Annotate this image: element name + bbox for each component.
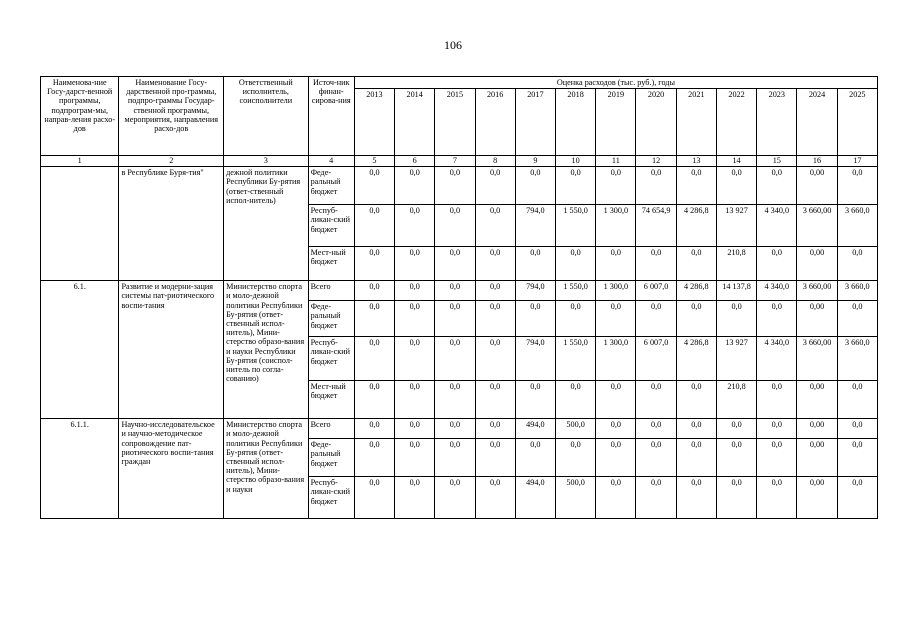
row-code: 6.1. — [41, 281, 119, 419]
expense-value: 0,0 — [757, 439, 797, 477]
year-header-cell: 2021 — [676, 89, 716, 156]
column-number-cell: 15 — [757, 156, 797, 167]
expense-value: 0,0 — [515, 167, 555, 205]
expense-value: 13 927 — [716, 337, 756, 381]
year-header-cell: 2015 — [435, 89, 475, 156]
expense-value: 4 286,8 — [676, 281, 716, 301]
expense-value: 0,0 — [676, 167, 716, 205]
expense-value: 0,00 — [797, 381, 837, 419]
header-activity-name: Наименование Госу-дарственной про-граммы, подпро-граммы Государ-ственной программы, мероприятия, направления расхо-дов — [119, 77, 224, 156]
expense-value: 0,0 — [475, 281, 515, 301]
header-expense-estimate: Оценка расходов (тыс. руб.), годы — [354, 77, 877, 89]
expense-value: 0,0 — [757, 381, 797, 419]
expense-value: 0,0 — [475, 337, 515, 381]
year-header-cell: 2016 — [475, 89, 515, 156]
expense-value: 0,0 — [435, 205, 475, 247]
year-header-cell: 2020 — [636, 89, 676, 156]
expense-value: 1 300,0 — [596, 205, 636, 247]
table-body — [41, 167, 878, 519]
expense-value: 0,0 — [596, 301, 636, 337]
year-header-cell: 2018 — [556, 89, 596, 156]
expense-value: 0,0 — [354, 301, 394, 337]
column-number-cell: 11 — [596, 156, 636, 167]
expense-value: 4 340,0 — [757, 281, 797, 301]
year-header-cell: 2014 — [395, 89, 435, 156]
column-number-cell: 7 — [435, 156, 475, 167]
header-executor: Ответственный исполнитель, соисполнители — [224, 77, 309, 156]
expense-value: 0,0 — [757, 167, 797, 205]
expense-value: 500,0 — [556, 477, 596, 519]
year-header-cell: 2022 — [716, 89, 756, 156]
expense-value: 3 660,0 — [837, 337, 877, 381]
page-number: 106 — [444, 38, 462, 52]
column-number-cell: 4 — [308, 156, 354, 167]
expense-value: 0,0 — [676, 247, 716, 281]
expense-value: 0,0 — [475, 477, 515, 519]
expense-value: 494,0 — [515, 477, 555, 519]
funding-source: Феде-ральный бюджет — [308, 167, 354, 205]
expense-value: 0,00 — [797, 247, 837, 281]
column-number-cell: 2 — [119, 156, 224, 167]
expense-value: 0,0 — [475, 167, 515, 205]
expense-value: 0,0 — [515, 381, 555, 419]
expense-value: 0,0 — [716, 477, 756, 519]
header-program-name: Наименова-ние Госу-дарст-венной программы, подпрограм-мы, направ-ления расхо-дов — [41, 77, 119, 156]
expense-value: 0,0 — [435, 337, 475, 381]
expense-value: 0,0 — [676, 439, 716, 477]
expense-value: 794,0 — [515, 281, 555, 301]
expense-value: 0,0 — [556, 167, 596, 205]
expense-value: 794,0 — [515, 337, 555, 381]
expense-value: 0,0 — [556, 247, 596, 281]
expense-value: 0,0 — [757, 301, 797, 337]
column-number-cell: 10 — [556, 156, 596, 167]
expense-value: 1 300,0 — [596, 337, 636, 381]
column-number-cell: 16 — [797, 156, 837, 167]
expense-value: 0,0 — [435, 477, 475, 519]
expense-value: 4 286,8 — [676, 337, 716, 381]
expense-value: 1 550,0 — [556, 337, 596, 381]
expense-value: 0,0 — [556, 301, 596, 337]
executor-name: Министерство спорта и моло-дежной политики Республики Бу-рятия (ответ-ственный испол-нитель), Мини-стерство образо-вания и науки — [224, 419, 309, 519]
expense-value: 3 660,0 — [837, 281, 877, 301]
expense-value: 0,0 — [636, 247, 676, 281]
expense-value: 0,0 — [716, 301, 756, 337]
expense-value: 0,0 — [435, 381, 475, 419]
expense-value: 210,8 — [716, 381, 756, 419]
expense-value: 1 550,0 — [556, 281, 596, 301]
funding-source: Феде-ральный бюджет — [308, 439, 354, 477]
expense-value: 4 286,8 — [676, 205, 716, 247]
expense-value: 0,0 — [354, 419, 394, 439]
expense-value: 1 300,0 — [596, 281, 636, 301]
expense-value: 0,0 — [757, 419, 797, 439]
expense-value: 0,0 — [596, 419, 636, 439]
expense-value: 14 137,8 — [716, 281, 756, 301]
activity-name: Развитие и модерни-зация системы пат-риотического воспи-тания — [119, 281, 224, 419]
expense-value: 0,0 — [395, 301, 435, 337]
expense-value: 0,0 — [636, 439, 676, 477]
expense-value: 0,0 — [354, 167, 394, 205]
column-number-cell: 3 — [224, 156, 309, 167]
expense-value: 0,0 — [475, 419, 515, 439]
expense-value: 0,0 — [837, 419, 877, 439]
expense-value: 0,0 — [676, 419, 716, 439]
expense-value: 0,0 — [596, 381, 636, 419]
expense-value: 0,0 — [716, 439, 756, 477]
expense-value: 0,0 — [395, 477, 435, 519]
funding-source: Респуб-ликан-ский бюджет — [308, 205, 354, 247]
column-number-cell: 6 — [395, 156, 435, 167]
expense-value: 0,0 — [716, 419, 756, 439]
expense-value: 0,0 — [556, 439, 596, 477]
expense-value: 0,00 — [797, 477, 837, 519]
expense-value: 0,0 — [636, 477, 676, 519]
header-funding-source: Источ-ник финан-сирова-ния — [308, 77, 354, 156]
expense-value: 0,0 — [636, 419, 676, 439]
expense-value: 4 340,0 — [757, 205, 797, 247]
column-number-cell: 13 — [676, 156, 716, 167]
expense-value: 0,0 — [837, 477, 877, 519]
table-row — [41, 167, 878, 205]
expense-value: 794,0 — [515, 205, 555, 247]
expense-value: 0,0 — [395, 337, 435, 381]
expense-value: 494,0 — [515, 419, 555, 439]
column-number-cell: 5 — [354, 156, 394, 167]
expense-value: 0,0 — [435, 419, 475, 439]
expense-value: 0,0 — [837, 381, 877, 419]
column-number-cell: 1 — [41, 156, 119, 167]
expense-value: 0,0 — [395, 419, 435, 439]
expense-value: 0,0 — [515, 301, 555, 337]
expense-value: 0,0 — [515, 439, 555, 477]
row-code: 6.1.1. — [41, 419, 119, 519]
expense-value: 4 340,0 — [757, 337, 797, 381]
column-number-row — [41, 156, 878, 167]
expense-value: 0,00 — [797, 167, 837, 205]
expense-value: 0,0 — [596, 477, 636, 519]
funding-source: Феде-ральный бюджет — [308, 301, 354, 337]
expense-value: 0,0 — [435, 247, 475, 281]
expense-value: 0,0 — [475, 301, 515, 337]
expense-value: 0,0 — [395, 281, 435, 301]
expense-value: 0,0 — [395, 439, 435, 477]
expense-value: 0,0 — [636, 167, 676, 205]
expense-value: 0,0 — [676, 301, 716, 337]
executor-name: Министерство спорта и моло-дежной политики Республики Бу-рятия (ответ-ственный испол-нитель), Мини-стерство образо-вания и науки Республики Бу-рятия (соиспол-нитель по согла-сованию) — [224, 281, 309, 419]
funding-source: Всего — [308, 281, 354, 301]
expense-value: 1 550,0 — [556, 205, 596, 247]
expense-value: 0,0 — [636, 381, 676, 419]
expense-value: 3 660,00 — [797, 337, 837, 381]
budget-table — [40, 76, 878, 519]
expense-value: 0,0 — [354, 247, 394, 281]
column-number-cell: 9 — [515, 156, 555, 167]
expense-value: 0,0 — [716, 167, 756, 205]
expense-value: 0,0 — [435, 301, 475, 337]
column-number-cell: 8 — [475, 156, 515, 167]
expense-value: 0,0 — [596, 247, 636, 281]
expense-value: 13 927 — [716, 205, 756, 247]
expense-value: 0,0 — [837, 301, 877, 337]
expense-value: 0,0 — [837, 167, 877, 205]
expense-value: 0,0 — [515, 247, 555, 281]
table-row — [41, 419, 878, 439]
expense-value: 0,0 — [837, 247, 877, 281]
expense-value: 0,0 — [556, 381, 596, 419]
expense-value: 0,0 — [354, 337, 394, 381]
expense-value: 0,0 — [435, 281, 475, 301]
expense-value: 0,0 — [395, 167, 435, 205]
year-header-cell: 2025 — [837, 89, 877, 156]
expense-value: 3 660,00 — [797, 281, 837, 301]
executor-name: дежной политики Республики Бу-рятия (ответ-ственный испол-нитель) — [224, 167, 309, 281]
expense-value: 0,0 — [354, 381, 394, 419]
expense-value: 0,0 — [354, 477, 394, 519]
year-header-cell: 2013 — [354, 89, 394, 156]
expense-value: 6 007,0 — [636, 337, 676, 381]
expense-value: 3 660,0 — [837, 205, 877, 247]
year-header-cell: 2017 — [515, 89, 555, 156]
expense-value: 0,00 — [797, 439, 837, 477]
year-header-cell: 2019 — [596, 89, 636, 156]
expense-value: 210,8 — [716, 247, 756, 281]
row-code — [41, 167, 119, 281]
activity-name: в Республике Буря-тия" — [119, 167, 224, 281]
expense-value: 0,0 — [596, 439, 636, 477]
funding-source: Мест-ный бюджет — [308, 247, 354, 281]
expense-value: 0,0 — [475, 381, 515, 419]
expense-value: 6 007,0 — [636, 281, 676, 301]
expense-value: 0,0 — [676, 381, 716, 419]
column-number-cell: 12 — [636, 156, 676, 167]
expense-value: 0,0 — [435, 439, 475, 477]
expense-value: 500,0 — [556, 419, 596, 439]
expense-value: 0,0 — [354, 281, 394, 301]
funding-source: Мест-ный бюджет — [308, 381, 354, 419]
expense-value: 0,00 — [797, 419, 837, 439]
expense-value: 0,0 — [475, 205, 515, 247]
expense-value: 0,0 — [596, 167, 636, 205]
expense-value: 0,0 — [435, 167, 475, 205]
activity-name: Научно-исследовательское и научно-методическое сопровождение пат-риотического воспи-тания граждан — [119, 419, 224, 519]
expense-value: 0,0 — [636, 301, 676, 337]
expense-value: 0,0 — [757, 247, 797, 281]
expense-value: 0,0 — [676, 477, 716, 519]
expense-value: 0,0 — [354, 439, 394, 477]
expense-value: 0,0 — [757, 477, 797, 519]
funding-source: Респуб-ликан-ский бюджет — [308, 337, 354, 381]
expense-value: 0,0 — [475, 439, 515, 477]
funding-source: Респуб-ликан-ский бюджет — [308, 477, 354, 519]
year-header-cell: 2024 — [797, 89, 837, 156]
expense-value: 0,00 — [797, 301, 837, 337]
expense-value: 0,0 — [395, 205, 435, 247]
column-number-cell: 14 — [716, 156, 756, 167]
expense-value: 74 654,9 — [636, 205, 676, 247]
expense-value: 0,0 — [354, 205, 394, 247]
expense-value: 0,0 — [395, 247, 435, 281]
expense-value: 0,0 — [475, 247, 515, 281]
expense-value: 3 660,00 — [797, 205, 837, 247]
expense-value: 0,0 — [395, 381, 435, 419]
table-row — [41, 281, 878, 301]
year-header-cell: 2023 — [757, 89, 797, 156]
expense-value: 0,0 — [837, 439, 877, 477]
column-number-cell: 17 — [837, 156, 877, 167]
funding-source: Всего — [308, 419, 354, 439]
